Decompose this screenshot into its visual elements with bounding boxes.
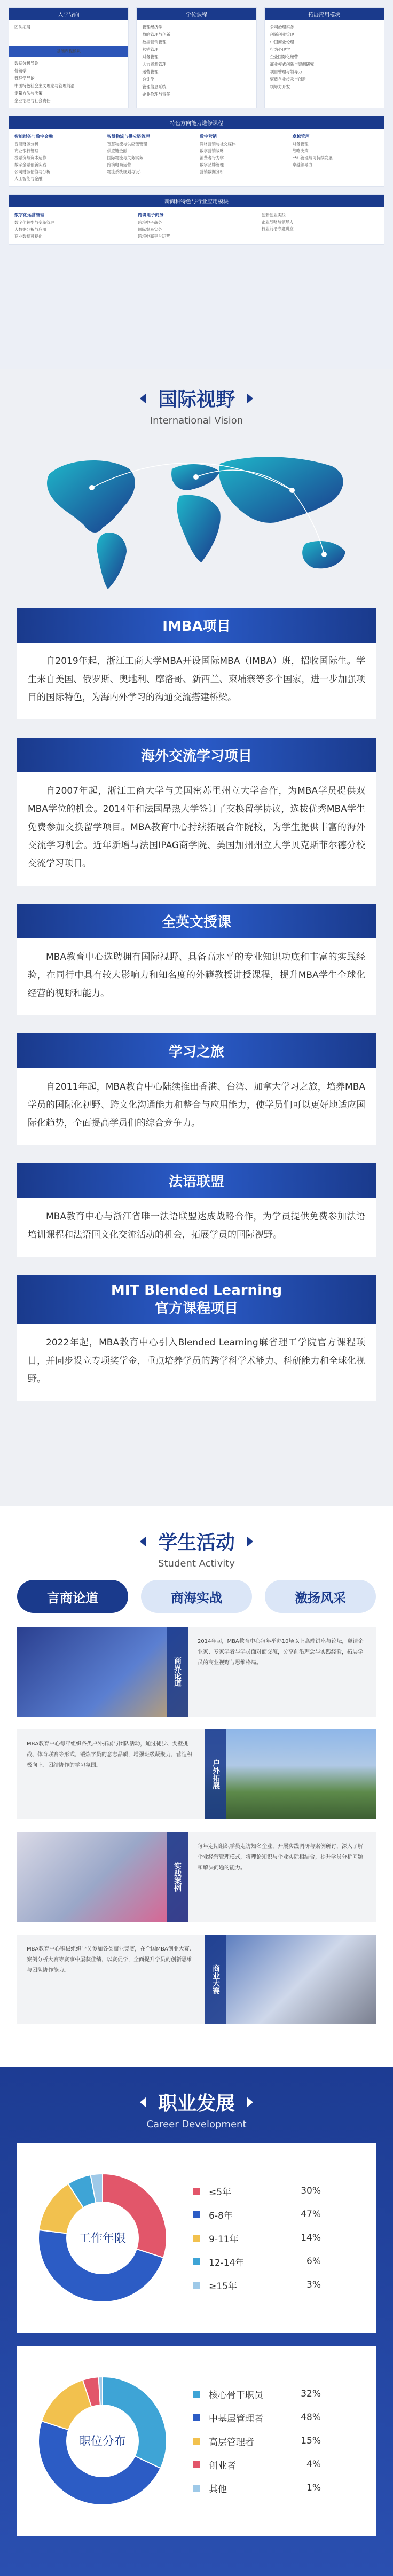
donut-center-label: 工作年限 — [78, 2232, 127, 2245]
legend-item — [193, 2179, 321, 2203]
module-title: 入学导向 — [9, 8, 128, 20]
activity-row — [17, 1627, 376, 1717]
legend-value: 48% — [301, 2412, 321, 2423]
column-item: 创新创业实践 — [261, 213, 286, 217]
card-overseas-exchange — [17, 738, 376, 886]
activity-row — [17, 1832, 376, 1922]
module-item: 公司治理实务 — [270, 25, 294, 29]
legend-item — [193, 2453, 321, 2476]
activity-text: 2014年起，MBA教育中心每年举办10场以上高端讲座与论坛，邀请企业家、专家学者与学员面对面交流，分享前沿理念与实践经验，拓展学员的商业视野与思维格局。 — [188, 1627, 376, 1717]
module-item: 数据营销管理 — [142, 40, 167, 44]
legend-swatch — [193, 2461, 200, 2468]
module-item: 企业国际化经营 — [270, 54, 298, 59]
chart-legend — [193, 2382, 321, 2500]
card-body: MBA教育中心与浙江省唯一法语联盟达成战略合作，为学员提供免费参加法语培训课程和法语国文化交流活动的机会，拓展学员的国际视野。 — [28, 1211, 365, 1240]
module-item: 企业治理与社会责任 — [14, 98, 51, 103]
activity-photo — [17, 1832, 188, 1922]
module-item: 管理学导论 — [14, 76, 35, 81]
module-item: 营销管理 — [142, 47, 159, 52]
column-item: 数字营销战略 — [200, 148, 224, 153]
legend-value: 30% — [301, 2186, 321, 2196]
legend-swatch — [193, 2282, 200, 2289]
triangle-left-icon — [140, 393, 146, 404]
legend-label: ≤5年 — [209, 2187, 232, 2198]
legend-swatch — [193, 2391, 200, 2398]
legend-item — [193, 2203, 321, 2226]
legend-item — [193, 2382, 321, 2406]
module-item: 数据分析导论 — [14, 61, 38, 66]
activity-photo — [205, 1729, 376, 1819]
module-subtitle: 基础课程模块 — [9, 46, 128, 57]
module-item: 战略管理与创新 — [142, 32, 170, 37]
module-item: 会计学 — [142, 77, 154, 82]
module-item: 团队拓展 — [14, 25, 30, 29]
module-item: 人力资源管理 — [142, 62, 167, 67]
column-item: 网络营销与社交媒体 — [200, 142, 236, 146]
column-title: 跨境电子商务 — [138, 213, 164, 217]
legend-value: 14% — [301, 2233, 321, 2243]
column-item: 跨境电商平台运营 — [138, 234, 170, 239]
column-item: 消费者行为学 — [200, 155, 224, 160]
photo-label: 商界论道 — [167, 1627, 188, 1717]
card-body: MBA教育中心选聘拥有国际视野、具备高水平的专业知识功底和丰富的实践经验，在同行中具有较大影响力和知名度的外籍教授讲授课程，提升MBA学生全球化经营的视野和能力。 — [28, 952, 365, 999]
column-item: ESG管理与可持续发展 — [292, 155, 333, 160]
column-item: 数字金融创新实践 — [14, 162, 46, 167]
donut-center-label: 职位分布 — [78, 2434, 127, 2448]
card-title: 学习之旅 — [17, 1033, 376, 1068]
activity-text: MBA教育中心积极组织学员参加各类商业竞赛，在全国MBA创业大赛、案例分析大赛等赛事中屡获佳绩，以赛促学，全面提升学员的创新思维与团队协作能力。 — [17, 1935, 205, 2024]
donut-chart — [33, 2168, 172, 2307]
module-item: 行为心理学 — [270, 47, 290, 52]
legend-label: 12-14年 — [209, 2257, 245, 2268]
legend-value: 1% — [306, 2483, 321, 2493]
legend-item — [193, 2226, 321, 2250]
module-item: 定量方法与决策 — [14, 91, 43, 96]
card-body: 自2019年起，浙江工商大学MBA开设国际MBA（IMBA）班，招收国际生。学生来自美国、俄罗斯、奥地利、摩洛哥、新西兰、柬埔寨等多个国家，进一步加强项目的国际特色，为海内外学习的沟通交流搭建桥梁。 — [28, 656, 365, 703]
legend-swatch — [193, 2211, 200, 2218]
module-core — [136, 7, 256, 108]
legend-swatch — [193, 2438, 200, 2445]
column-title: 数字化运营管理 — [14, 213, 44, 217]
module-item: 商业模式创新与案例研究 — [270, 62, 315, 67]
activity-row — [17, 1935, 376, 2024]
card-title: MIT Blended Learning — [111, 1282, 282, 1298]
module-advanced — [264, 7, 384, 108]
module-title: 学位课程 — [137, 8, 256, 20]
column-item: 财务管理 — [292, 142, 309, 146]
column-item: 跨境电子商务 — [138, 220, 162, 225]
module-item: 领导力开发 — [270, 84, 290, 89]
legend-label: 6-8年 — [209, 2210, 233, 2221]
column-item: 营销数据分析 — [200, 169, 224, 174]
donut-chart — [33, 2371, 172, 2510]
card-body: 2022年起，MBA教育中心引入Blended Learning麻省理工学院官方课程项目，并同步设立专项奖学金，重点培养学员的跨学科学术能力、科研能力和全球化视野。 — [28, 1337, 365, 1384]
legend-value: 15% — [301, 2436, 321, 2446]
activity-photo — [17, 1627, 188, 1717]
column-item: 人工智能与金融 — [14, 176, 43, 181]
module-item: 家族企业传承与创新 — [270, 77, 306, 82]
card-english-teaching — [17, 904, 376, 1015]
legend-item — [193, 2406, 321, 2429]
activity-text: 每年定期组织学员走访知名企业，开展实践调研与案例研讨，深入了解企业经营管理模式，将理论知识与企业实际相结合，提升学员分析问题和解决问题的能力。 — [188, 1832, 376, 1922]
legend-label: 高层管理者 — [209, 2437, 254, 2448]
legend-value: 6% — [306, 2256, 321, 2267]
column-item: 国际物流与关务实务 — [107, 155, 143, 160]
module-item: 中国商业伦理 — [270, 40, 294, 44]
column-item: 智慧物流与供应链管理 — [107, 142, 147, 146]
chart-work-years — [17, 2143, 376, 2333]
column-item: 供应链金融 — [107, 148, 127, 153]
column-item: 行业前沿专题讲座 — [261, 226, 294, 231]
module-title: 新商科特色与行业应用模块 — [9, 195, 384, 207]
column-item: 公司财务估值与分析 — [14, 169, 51, 174]
card-body: 自2011年起，MBA教育中心陆续推出香港、台湾、加拿大学习之旅，培养MBA学员的国际化视野、跨文化沟通能力和整合与应用能力，使学员们可以更好地适应国际化趋势，全面提高学员们的综合竞争力。 — [28, 1082, 365, 1129]
column-item: 企业战略与领导力 — [261, 220, 294, 224]
column-item: 商业银行管理 — [14, 148, 38, 153]
world-map-image — [17, 437, 376, 597]
legend-label: ≥15年 — [209, 2281, 237, 2292]
module-title: 特色方向能力选修课程 — [9, 116, 384, 129]
column-title: 智慧物流与供应链管理 — [107, 134, 150, 139]
section-subtitle: Student Activity — [158, 1558, 235, 1569]
card-imba — [17, 608, 376, 719]
module-item: 中国特色社会主义理论与管理前沿 — [14, 83, 75, 88]
activity-text: MBA教育中心每年组织各类户外拓展与团队活动，通过徒步、戈壁挑战、体育联赛等形式，锻炼学员的意志品质，增强班级凝聚力，营造积极向上、团结协作的学习氛围。 — [17, 1729, 205, 1819]
section-title: 国际视野 — [158, 389, 235, 411]
activity-photo — [205, 1935, 376, 2024]
column-title: 数字营销 — [200, 134, 217, 139]
photo-label: 商业大赛 — [205, 1935, 226, 2024]
column-item: 战略决策 — [292, 148, 309, 153]
legend-swatch — [193, 2235, 200, 2242]
column-item: 数字品牌管理 — [200, 162, 224, 167]
legend-label: 中基层管理者 — [209, 2413, 263, 2424]
section-title: 学生活动 — [158, 1532, 235, 1554]
chart-legend — [193, 2179, 321, 2297]
module-item: 营销学 — [14, 68, 27, 73]
column-item: 数字化转型与变革管理 — [14, 220, 54, 225]
module-foundation — [9, 7, 129, 108]
column-title: 卓越管理 — [292, 134, 310, 139]
column-item: 物流系统规划与设计 — [107, 169, 143, 174]
module-item: 管理经济学 — [142, 25, 162, 29]
column-item: 投融资与资本运作 — [14, 155, 46, 160]
tab-style[interactable]: 激扬风采 — [265, 1580, 376, 1613]
module-item: 运营管理 — [142, 69, 159, 74]
triangle-right-icon — [247, 1536, 253, 1547]
legend-item — [193, 2476, 321, 2500]
legend-value: 47% — [301, 2209, 321, 2220]
triangle-left-icon — [140, 2097, 146, 2108]
legend-label: 创业者 — [209, 2460, 236, 2471]
section-subtitle: International Vision — [150, 415, 243, 426]
legend-swatch — [193, 2414, 200, 2421]
curriculum-section — [0, 0, 393, 369]
column-item: 智能财务分析 — [14, 142, 38, 146]
module-item: 项目管理与领导力 — [270, 69, 302, 74]
card-title: 法语联盟 — [17, 1163, 376, 1198]
module-item: 创新创业管理 — [270, 32, 294, 37]
legend-label: 核心骨干职员 — [209, 2390, 263, 2401]
triangle-left-icon — [140, 1536, 146, 1547]
column-item: 商业数据可视化 — [14, 234, 43, 239]
column-item: 跨境电商运营 — [107, 162, 131, 167]
card-title: 全英文授课 — [17, 904, 376, 938]
legend-item — [193, 2250, 321, 2273]
card-title: 海外交流学习项目 — [17, 738, 376, 772]
module-industry — [9, 194, 384, 245]
column-title: 智能财务与数字金融 — [14, 134, 53, 139]
legend-value: 32% — [301, 2389, 321, 2399]
module-item: 企业伦理与责任 — [142, 92, 170, 97]
section-subtitle: Career Development — [146, 2119, 247, 2130]
module-featured — [9, 116, 384, 187]
photo-label: 实践案例 — [167, 1832, 188, 1922]
legend-item — [193, 2429, 321, 2453]
section-title: 职业发展 — [158, 2093, 235, 2115]
card-title-line2: 官方课程项目 — [154, 1301, 238, 1317]
module-title: 拓展应用模块 — [265, 8, 384, 20]
legend-swatch — [193, 2258, 200, 2265]
triangle-right-icon — [247, 393, 253, 404]
legend-swatch — [193, 2188, 200, 2195]
legend-item — [193, 2273, 321, 2297]
legend-label: 其他 — [209, 2484, 227, 2495]
card-body: 自2007年起，浙江工商大学与美国密苏里州立大学合作，为MBA学员提供双MBA学位的机会。2014年和法国昂热大学签订了交换留学协议，选拔优秀MBA学生免费参加交换留学项目。MBA教育中心持续拓展合作院校，为学生提供丰富的海外交流学习机会。近年新增与法国IPAG商学院、美国加州州立大学贝克斯菲尔德分校交流学习项目。 — [28, 786, 365, 869]
career-development-section — [0, 2067, 393, 2576]
module-item: 管理信息系统 — [142, 84, 167, 89]
triangle-right-icon — [247, 2097, 253, 2108]
international-vision-section — [0, 369, 393, 1506]
column-item: 国际贸易实务 — [138, 227, 162, 232]
photo-label: 户外拓展 — [205, 1729, 226, 1819]
activity-row — [17, 1729, 376, 1819]
column-item: 卓越领导力 — [292, 162, 312, 167]
legend-swatch — [193, 2485, 200, 2492]
card-alliance-francaise — [17, 1163, 376, 1257]
student-activity-section — [0, 1506, 393, 2067]
card-study-tour — [17, 1033, 376, 1145]
legend-value: 3% — [306, 2280, 321, 2290]
card-title: IMBA项目 — [17, 608, 376, 643]
column-item: 大数据分析与应用 — [14, 227, 46, 232]
module-item: 财务管理 — [142, 54, 159, 59]
card-mit-blended — [17, 1275, 376, 1401]
chart-position-distribution — [17, 2346, 376, 2536]
legend-label: 9-11年 — [209, 2234, 239, 2245]
tab-practice[interactable]: 商海实战 — [141, 1580, 252, 1613]
legend-value: 4% — [306, 2459, 321, 2470]
tab-forum[interactable]: 言商论道 — [17, 1580, 128, 1613]
